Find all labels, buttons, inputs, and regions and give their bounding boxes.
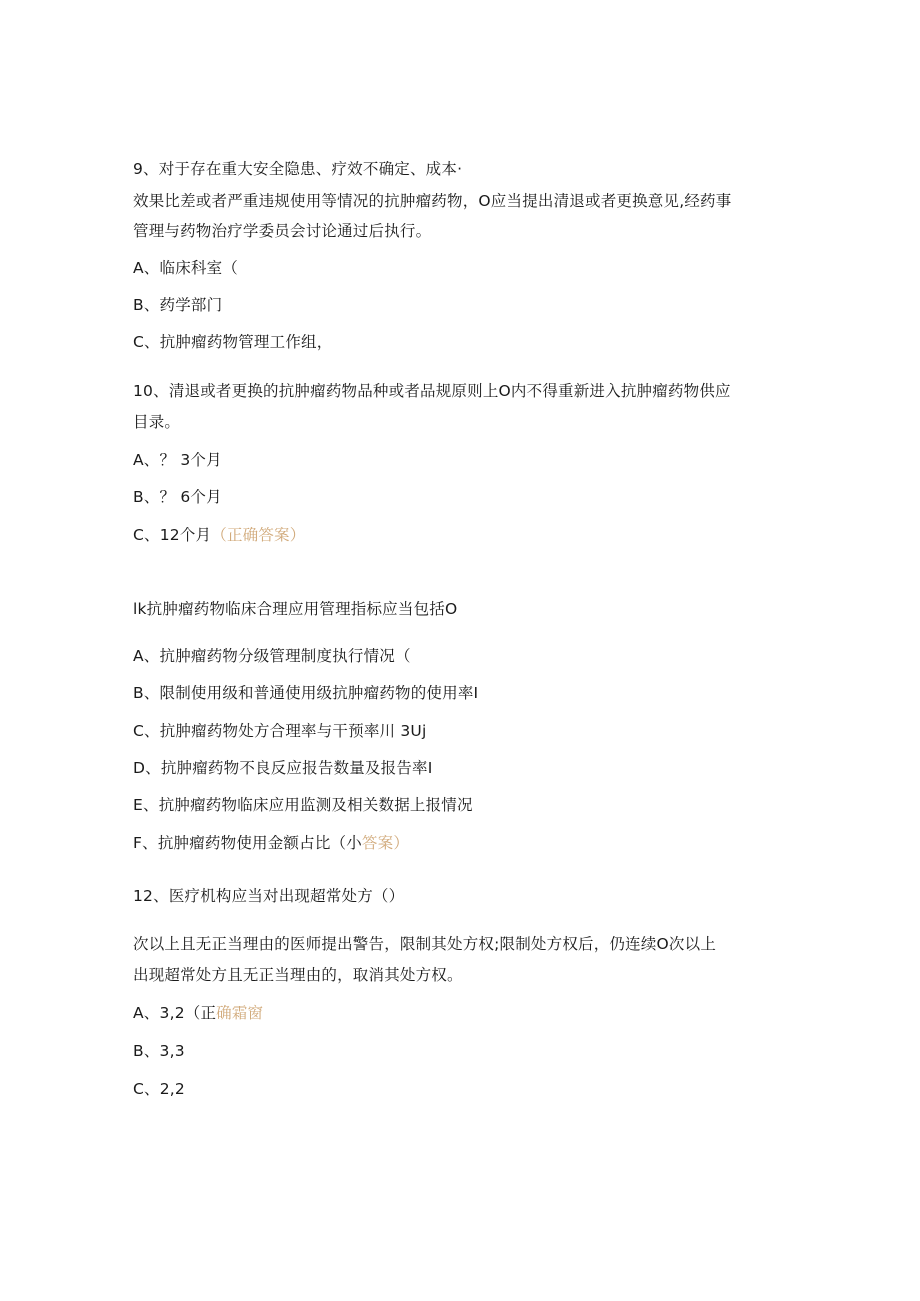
q10-option-a: A、？ 3个月: [133, 451, 222, 469]
q12-option-a: [133, 1003, 263, 1023]
q9-stem-line-3: 管理与药物治疗学委员会讨论通过后执行。: [133, 222, 432, 240]
q9-option-a: A、临床科室（: [133, 259, 239, 277]
q12-option-a-text: A、3,2（正: [133, 1004, 217, 1022]
q11-option-d: D、抗肿瘤药物不良反应报告数量及报告率I: [133, 759, 433, 777]
q11-option-f-note: 答案）: [361, 834, 410, 852]
q11-option-a: A、抗肿瘤药物分级管理制度执行情况（: [133, 647, 411, 665]
q9-option-c: C、抗肿瘤药物管理工作组，: [133, 333, 333, 351]
q10-option-c: [133, 525, 305, 545]
q12-option-c: C、2,2: [133, 1080, 185, 1098]
q10-stem-line-1: 10、清退或者更换的抗肿瘤药物品种或者品规原则上O内不得重新进入抗肿瘤药物供应: [133, 382, 731, 400]
q12-stem-line-2: 次以上且无正当理由的医师提出警告，限制其处方权;限制处方权后，仍连续O次以上: [133, 935, 717, 953]
q11-option-f: [133, 833, 409, 853]
q10-stem-line-2: 目录。: [133, 413, 181, 431]
q12-stem-line-3: 出现超常处方且无正当理由的，取消其处方权。: [133, 966, 463, 984]
q11-option-b: B、限制使用级和普通使用级抗肿瘤药物的使用率I: [133, 684, 479, 702]
q11-option-e: E、抗肿瘤药物临床应用监测及相关数据上报情况: [133, 796, 473, 814]
q11-stem: lk抗肿瘤药物临床合理应用管理指标应当包括O: [133, 600, 458, 618]
q12-option-b: B、3,3: [133, 1042, 185, 1060]
q9-option-b: B、药学部门: [133, 296, 223, 314]
q10-option-c-text: C、12个月: [133, 526, 212, 544]
q9-stem-line-1: 9、对于存在重大安全隐患、疗效不确定、成本·: [133, 160, 463, 178]
q12-stem-line-1: 12、医疗机构应当对出现超常处方（）: [133, 887, 405, 905]
q9-stem-line-2: 效果比差或者严重违规使用等情况的抗肿瘤药物，O应当提出清退或者更换意见,经药事: [133, 192, 732, 210]
q11-option-f-text: F、抗肿瘤药物使用金额占比（小: [133, 834, 362, 852]
q12-option-a-note: 确霜窗: [216, 1004, 264, 1022]
q11-option-c: C、抗肿瘤药物处方合理率与干预率川 3Uj: [133, 722, 427, 740]
q10-option-b: B、？ 6个月: [133, 488, 222, 506]
q10-answer-note: （正确答案）: [211, 526, 306, 544]
